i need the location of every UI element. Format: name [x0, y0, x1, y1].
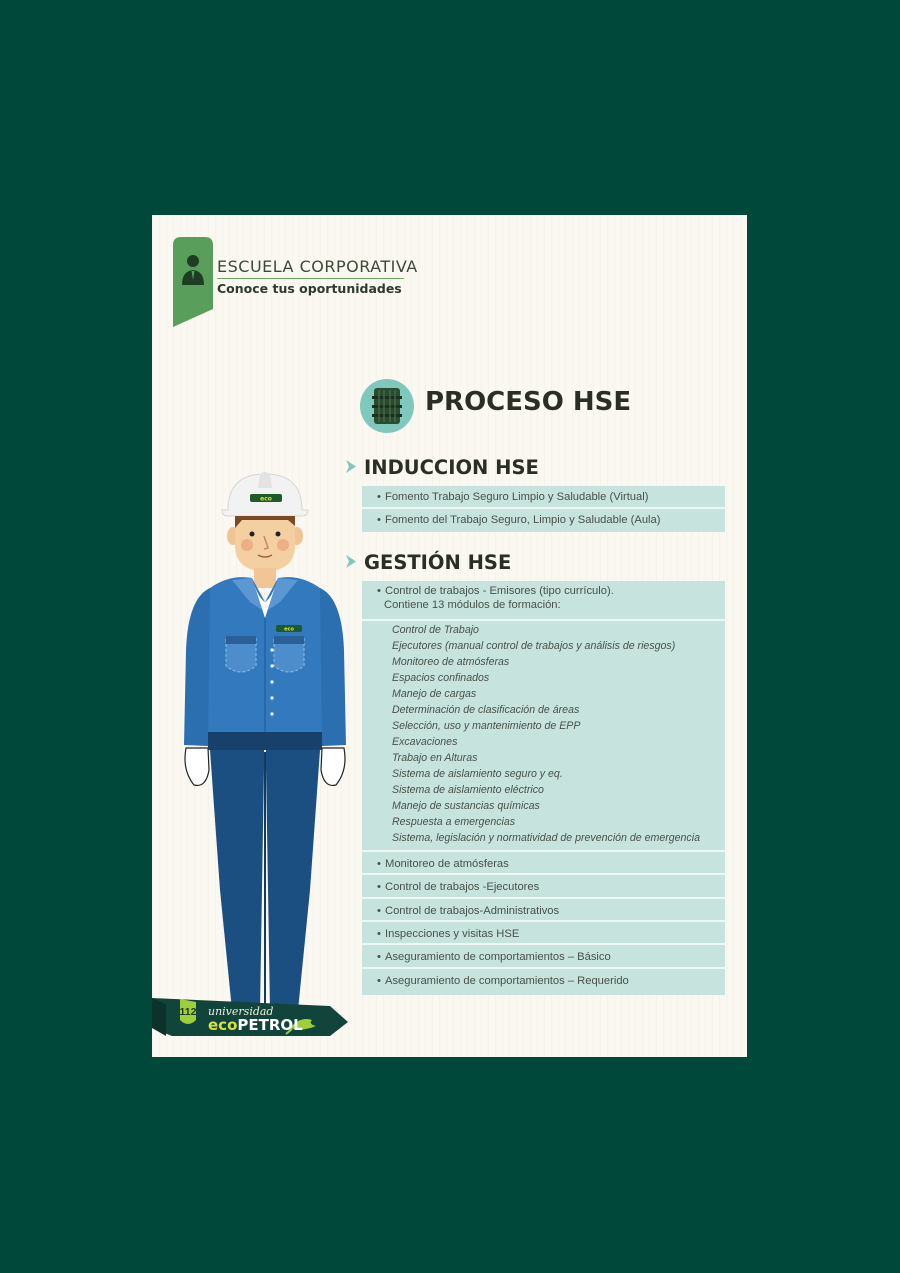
module-item: Control de Trabajo — [392, 624, 479, 636]
module-item: Sistema de aislamiento eléctrico — [392, 784, 544, 796]
gestion-list — [362, 581, 725, 995]
module-item: Manejo de cargas — [392, 688, 477, 700]
modules-list — [362, 621, 725, 852]
module-item: Respuesta a emergencias — [392, 816, 516, 828]
svg-text:eco: eco — [260, 495, 272, 503]
worker-illustration — [180, 470, 355, 1015]
control-emisores-item: • Control de trabajos - Emisores (tipo currículo). Contiene 13 módulos de formación: — [362, 581, 725, 621]
list-item: • Control de trabajos -Ejecutores — [362, 875, 725, 899]
barrel-icon — [359, 378, 415, 434]
page-number: 112 — [179, 1006, 197, 1018]
list-item: • Control de trabajos-Administrativos — [362, 899, 725, 922]
list-item: • Aseguramiento de comportamientos – Básico — [362, 945, 725, 969]
list-item: • Fomento Trabajo Seguro Limpio y Saludable (Virtual) — [362, 486, 725, 509]
brand-ecopetrol: ecoPETROL — [208, 1016, 303, 1034]
module-item: Excavaciones — [392, 736, 458, 748]
shirt-logo — [276, 625, 302, 633]
svg-text:eco: eco — [284, 626, 294, 633]
header-title: ESCUELA CORPORATIVA — [217, 257, 418, 276]
induccion-list — [362, 486, 725, 532]
list-item: • Aseguramiento de comportamientos – Requerido — [377, 975, 629, 987]
module-item: Determinación de clasificación de áreas — [392, 704, 580, 716]
section-title: PROCESO HSE — [425, 387, 632, 417]
module-item: Sistema, legislación y normatividad de prevención de emergencia — [392, 832, 700, 844]
list-item: • Fomento del Trabajo Seguro, Limpio y Saludable (Aula) — [377, 514, 661, 526]
module-item: Ejecutores (manual control de trabajos y análisis de riesgos) — [392, 640, 676, 652]
header-tab — [173, 237, 213, 327]
list-item: • Inspecciones y visitas HSE — [362, 922, 725, 945]
brand-universidad: universidad — [208, 1005, 274, 1018]
brochure-page: ESCUELA CORPORATIVA Conoce tus oportunidades PROCESO HSE INDUCCION HSE • Fomento Trabajo Seguro Limpio y Saludable (Virtual) • Fomento del Trabajo Seguro, Limpio y Saludable (Aula) GESTIÓN HSE • Control de trabajos - Emisores (tipo currículo). Contiene 13 módulos de formación: Control de Trabajo Ejecutores (manual control de trabajos y análisis de riesgos) Monitoreo de atmósferas Espacios confinados Manejo de cargas Determinación de clasificación de áreas Selección, uso y mantenimiento de EPP Excavaciones Trabajo en Alturas Sistema de aislamiento seguro y eq. Sistema de aislamiento eléctrico Manejo de sustancias químicas Respuesta a emergencias Sistema, legislación y normatividad de prevención de emergencia • Monitoreo de atmósferas • Control de trabajos -Ejecutores • Control de trabajos-Administrativos • Inspecciones y visitas HSE • Aseguramiento de comportamientos – Básico • Aseguramiento de comportamientos – Requerido eco eco 112 universidad ecoPETROL — [152, 215, 747, 1057]
module-item: Selección, uso y mantenimiento de EPP — [392, 720, 581, 732]
header-divider — [217, 278, 404, 279]
module-item: Manejo de sustancias químicas — [392, 800, 540, 812]
module-item: Sistema de aislamiento seguro y eq. — [392, 768, 563, 780]
header-subtitle: Conoce tus oportunidades — [217, 281, 402, 296]
helmet-logo — [250, 494, 282, 503]
module-item: Espacios confinados — [392, 672, 490, 684]
module-item: Trabajo en Alturas — [392, 752, 478, 764]
module-item: Monitoreo de atmósferas — [392, 656, 510, 668]
list-item: • Monitoreo de atmósferas — [362, 852, 725, 875]
